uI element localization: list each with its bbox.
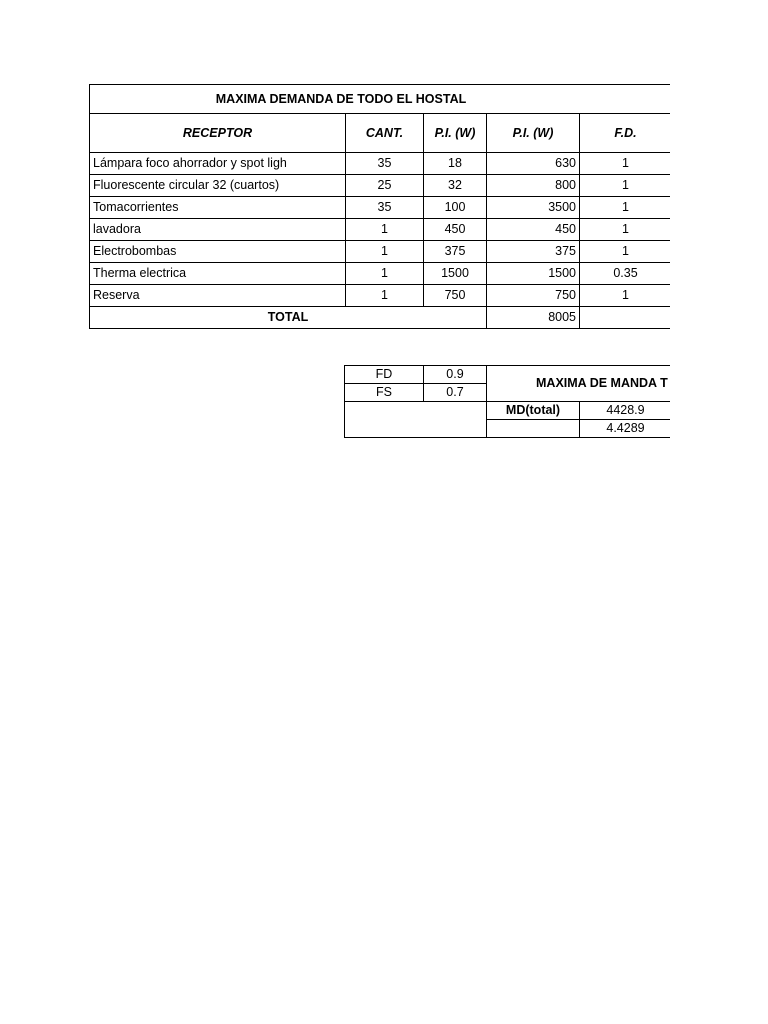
cell-cant: 1 bbox=[346, 285, 424, 307]
header-fd: F.D. bbox=[580, 114, 671, 153]
md-total-kw: 4.4289 bbox=[580, 420, 671, 438]
empty-merged-cell bbox=[345, 402, 487, 438]
header-pi-total: P.I. (W) bbox=[487, 114, 580, 153]
fs-value: 0.7 bbox=[424, 384, 487, 402]
cell-fd: 1 bbox=[580, 285, 671, 307]
cell-fd: 1 bbox=[580, 241, 671, 263]
table-row bbox=[90, 153, 671, 175]
fd-value: 0.9 bbox=[424, 366, 487, 384]
header-pi-unit: P.I. (W) bbox=[424, 114, 487, 153]
cell-receptor: Electrobombas bbox=[90, 241, 346, 263]
table-row bbox=[90, 263, 671, 285]
table-title: MAXIMA DEMANDA DE TODO EL HOSTAL bbox=[90, 85, 671, 114]
cell-pi-total: 630 bbox=[487, 153, 580, 175]
cell-fd: 1 bbox=[580, 153, 671, 175]
md-total-watts: 4428.9 bbox=[580, 402, 671, 420]
fs-label: FS bbox=[345, 384, 424, 402]
cell-cant: 25 bbox=[346, 175, 424, 197]
cell-receptor: Tomacorrientes bbox=[90, 197, 346, 219]
total-value: 8005 bbox=[487, 307, 580, 329]
table-row bbox=[90, 197, 671, 219]
md-empty-cell bbox=[487, 420, 580, 438]
fd-label: FD bbox=[345, 366, 424, 384]
cell-cant: 1 bbox=[346, 219, 424, 241]
cell-receptor: lavadora bbox=[90, 219, 346, 241]
cell-pi-unit: 375 bbox=[424, 241, 487, 263]
cell-pi-unit: 32 bbox=[424, 175, 487, 197]
cell-pi-total: 3500 bbox=[487, 197, 580, 219]
cell-cant: 1 bbox=[346, 263, 424, 285]
cell-fd: 0.35 bbox=[580, 263, 671, 285]
cell-fd: 1 bbox=[580, 175, 671, 197]
cell-pi-total: 1500 bbox=[487, 263, 580, 285]
md-total-label: MD(total) bbox=[487, 402, 580, 420]
cell-pi-total: 450 bbox=[487, 219, 580, 241]
cell-cant: 35 bbox=[346, 197, 424, 219]
table-row bbox=[90, 175, 671, 197]
cell-pi-unit: 100 bbox=[424, 197, 487, 219]
header-receptor: RECEPTOR bbox=[90, 114, 346, 153]
cell-pi-unit: 750 bbox=[424, 285, 487, 307]
cell-pi-total: 800 bbox=[487, 175, 580, 197]
cell-pi-total: 750 bbox=[487, 285, 580, 307]
max-demand-title: MAXIMA DE MANDA T bbox=[487, 366, 671, 402]
cell-pi-unit: 18 bbox=[424, 153, 487, 175]
cell-receptor: Lámpara foco ahorrador y spot ligh bbox=[90, 153, 346, 175]
cell-pi-total: 375 bbox=[487, 241, 580, 263]
total-row bbox=[90, 307, 671, 329]
header-cant: CANT. bbox=[346, 114, 424, 153]
cell-pi-unit: 1500 bbox=[424, 263, 487, 285]
cell-fd: 1 bbox=[580, 219, 671, 241]
cell-pi-unit: 450 bbox=[424, 219, 487, 241]
cell-cant: 35 bbox=[346, 153, 424, 175]
table-row bbox=[90, 219, 671, 241]
cell-receptor: Fluorescente circular 32 (cuartos) bbox=[90, 175, 346, 197]
cell-receptor: Therma electrica bbox=[90, 263, 346, 285]
total-fd-empty bbox=[580, 307, 671, 329]
cell-fd: 1 bbox=[580, 197, 671, 219]
table-row bbox=[90, 285, 671, 307]
cell-receptor: Reserva bbox=[90, 285, 346, 307]
max-demand-table bbox=[89, 84, 670, 329]
cell-cant: 1 bbox=[346, 241, 424, 263]
total-label: TOTAL bbox=[90, 307, 487, 329]
demand-factor-table bbox=[344, 365, 670, 438]
table-row bbox=[90, 241, 671, 263]
